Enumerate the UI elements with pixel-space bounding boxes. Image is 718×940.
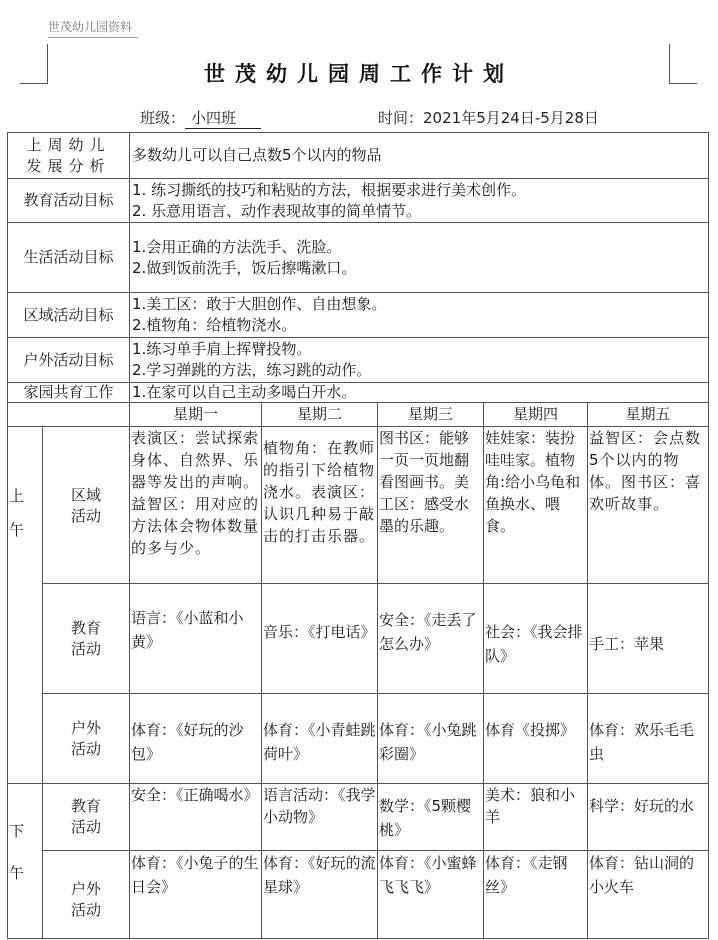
label-line: 活动 xyxy=(71,900,102,919)
class-info xyxy=(140,107,261,129)
day-header-mon: 星期一 xyxy=(130,403,262,427)
afternoon-education-mon: 安全：《正确喝水》 xyxy=(130,784,262,851)
label-line: 活动 xyxy=(71,818,102,836)
afternoon-outdoor-label xyxy=(43,851,130,939)
row-home-work xyxy=(8,383,709,403)
row-morning-education xyxy=(8,584,709,694)
morning-outdoor-label xyxy=(43,694,130,784)
class-value: 小四班 xyxy=(185,107,261,129)
morning-area-tue: 植物角：在教师的指引下给植物浇水。表演区：认识几种易于敲击的打击乐器。 xyxy=(262,427,378,584)
afternoon-education-label xyxy=(43,784,130,851)
afternoon-outdoor-mon: 体育：《小兔子的生日会》 xyxy=(130,851,262,939)
document-header-note: 世茂幼儿园资料 xyxy=(48,18,138,38)
label-line: 活动 xyxy=(71,639,102,658)
afternoon-outdoor-thu: 体育：《走钢丝》 xyxy=(484,851,588,939)
weekly-plan-table xyxy=(7,132,709,939)
goal-line: 1.练习单手肩上挥臂投物。 xyxy=(132,340,312,358)
day-header-thu: 星期四 xyxy=(484,403,588,427)
row-morning-area xyxy=(8,427,709,584)
label-line: 活动 xyxy=(71,507,102,525)
life-goal-label: 生活活动目标 xyxy=(8,223,130,293)
afternoon-education-fri: 科学：好玩的水 xyxy=(588,784,709,851)
time-value: 2021年5月24日-5月28日 xyxy=(423,109,599,127)
row-weekday-header xyxy=(8,403,709,427)
afternoon-outdoor-wed: 体育：《小蜜蜂飞飞飞》 xyxy=(378,851,484,939)
morning-education-fri: 手工：苹果 xyxy=(588,584,709,694)
morning-area-label xyxy=(43,427,130,584)
goal-line: 2.做到饭前洗手，饭后擦嘴漱口。 xyxy=(132,258,357,277)
label-line: 活动 xyxy=(71,739,102,758)
outdoor-goal-content xyxy=(130,338,709,383)
goal-line: 2.植物角：给植物浇水。 xyxy=(132,316,297,334)
outdoor-goal-label: 户外活动目标 xyxy=(8,338,130,383)
label-line: 户外 xyxy=(71,879,102,898)
afternoon-outdoor-fri: 体育：钻山洞的小火车 xyxy=(588,851,709,939)
morning-outdoor-tue: 体育：《小青蛙跳荷叶》 xyxy=(262,694,378,784)
day-header-fri: 星期五 xyxy=(588,403,709,427)
morning-area-fri: 益智区：会点数5个以内的物体。图书区：喜欢听故事。 xyxy=(588,427,709,584)
morning-outdoor-wed: 体育：《小兔跳彩圈》 xyxy=(378,694,484,784)
education-goal-content xyxy=(130,179,709,223)
row-morning-outdoor xyxy=(8,694,709,784)
label-line: 户外 xyxy=(71,718,102,737)
goal-line: 2. 乐意用语言、动作表现故事的简单情节。 xyxy=(132,201,422,220)
area-goal-content xyxy=(130,293,709,338)
label-line: 下 xyxy=(9,822,25,840)
label-line: 上 xyxy=(9,487,25,505)
page-title: 世茂幼儿园周工作计划 xyxy=(204,62,514,86)
day-header-tue: 星期二 xyxy=(262,403,378,427)
morning-area-mon: 表演区：尝试探索身体、自然界、乐器等发出的声响。益智区：用对应的方法体会物体数量的多与少。 xyxy=(130,427,262,584)
morning-education-wed: 安全：《走丢了怎么办》 xyxy=(378,584,484,694)
morning-outdoor-thu: 体育《投掷》 xyxy=(484,694,588,784)
label-line: 教育 xyxy=(71,618,102,637)
label-line: 上周幼儿 xyxy=(26,135,111,154)
morning-area-wed: 图书区：能够一页一页地翻看图画书。美工区：感受水墨的乐趣。 xyxy=(378,427,484,584)
label-line: 午 xyxy=(9,864,25,882)
morning-area-thu: 娃娃家：装扮哇哇家。植物角:给小乌龟和鱼换水、喂食。 xyxy=(484,427,588,584)
morning-education-label xyxy=(43,584,130,694)
label-line: 教育 xyxy=(71,797,102,815)
home-work-label: 家园共育工作 xyxy=(8,383,130,403)
row-area-goal xyxy=(8,293,709,338)
morning-education-tue: 音乐：《打电话》 xyxy=(262,584,378,694)
morning-label xyxy=(8,427,43,784)
home-work-content: 1.在家可以自己主动多喝白开水。 xyxy=(130,383,709,403)
education-goal-label: 教育活动目标 xyxy=(8,179,130,223)
goal-line: 2.学习弹跳的方法，练习跳的动作。 xyxy=(132,361,372,379)
morning-education-thu: 社会：《我会排队》 xyxy=(484,584,588,694)
last-week-content: 多数幼儿可以自己点数5个以内的物品 xyxy=(130,133,709,179)
afternoon-education-thu: 美术：狼和小羊 xyxy=(484,784,588,851)
time-label: 时间： xyxy=(378,109,424,127)
row-last-week xyxy=(8,133,709,179)
row-life-goal xyxy=(8,223,709,293)
row-afternoon-education xyxy=(8,784,709,851)
row-education-goal xyxy=(8,179,709,223)
afternoon-education-tue: 语言活动：《我学小动物》 xyxy=(262,784,378,851)
header-blank xyxy=(8,403,130,427)
time-info xyxy=(378,107,599,128)
morning-outdoor-fri: 体育：欢乐毛毛虫 xyxy=(588,694,709,784)
afternoon-label xyxy=(8,784,43,939)
afternoon-outdoor-tue: 体育：《好玩的流星球》 xyxy=(262,851,378,939)
goal-line: 1. 练习撕纸的技巧和粘贴的方法，根据要求进行美术创作。 xyxy=(132,180,527,199)
life-goal-content xyxy=(130,223,709,293)
afternoon-education-wed: 数学：《5颗樱桃》 xyxy=(378,784,484,851)
day-header-wed: 星期三 xyxy=(378,403,484,427)
class-label: 班级： xyxy=(140,109,186,127)
area-goal-label: 区域活动目标 xyxy=(8,293,130,338)
row-afternoon-outdoor xyxy=(8,851,709,939)
label-line: 区域 xyxy=(71,486,102,504)
last-week-label xyxy=(8,133,130,179)
morning-outdoor-mon: 体育：《好玩的沙包》 xyxy=(130,694,262,784)
morning-education-mon: 语言：《小蓝和小黄》 xyxy=(130,584,262,694)
label-line: 发展分析 xyxy=(26,156,111,175)
goal-line: 1.会用正确的方法洗手、洗脸。 xyxy=(132,237,342,256)
goal-line: 1.美工区：敢于大胆创作、自由想象。 xyxy=(132,295,387,313)
label-line: 午 xyxy=(9,521,25,539)
row-outdoor-goal xyxy=(8,338,709,383)
